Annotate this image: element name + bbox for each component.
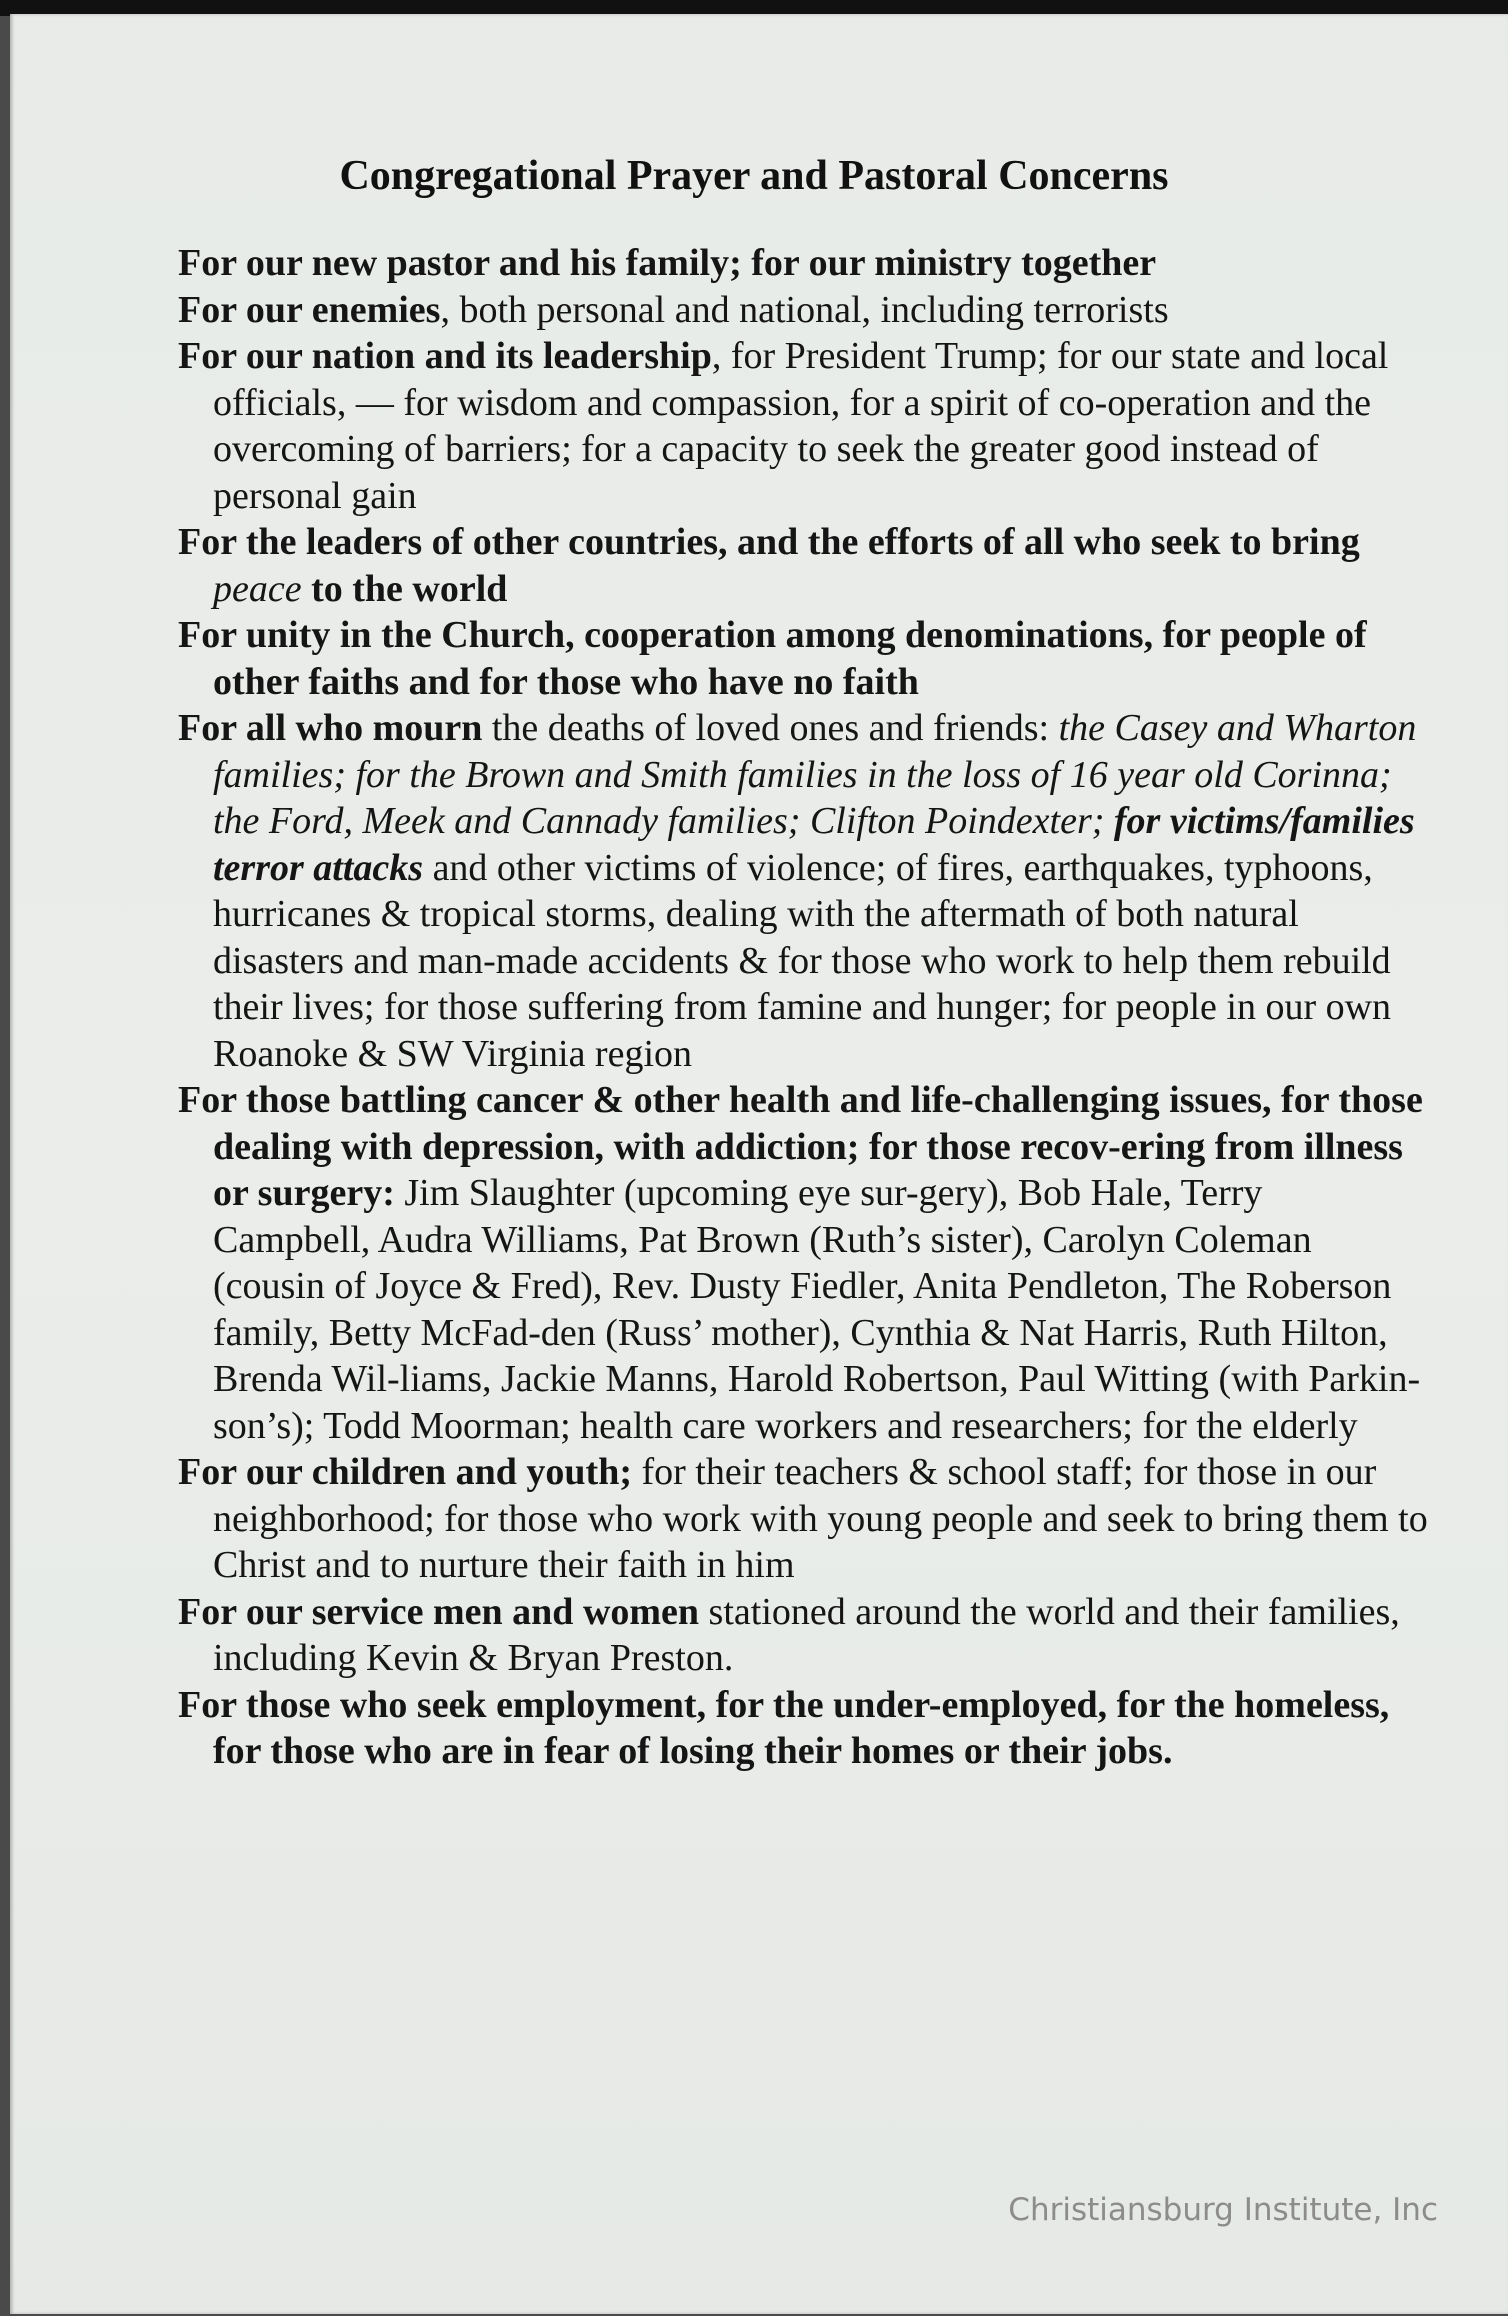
item-segment: the deaths of loved ones and friends: xyxy=(482,707,1059,749)
item-segment: For our service men and women xyxy=(178,1590,700,1633)
item-segment: peace xyxy=(213,567,302,610)
item-segment: and other victims of violence; of fires, earthquakes, typhoons, hurricanes & tropical storms, dealing with the aftermath of both natural disasters and man-made accidents & for those who work to help them rebuild their lives; for those suffering from famine and hunger; for people in our own Roanoke & SW Virginia region xyxy=(213,846,1392,1075)
prayer-item xyxy=(178,1682,1428,1775)
item-segment: For our nation and its leadership xyxy=(178,335,712,377)
prayer-item xyxy=(178,1589,1428,1682)
item-segment: Jim Slaughter (upcoming eye sur-gery), Bob Hale, Terry Campbell, Audra Williams, Pat Brown (Ruth’s sister), Carolyn Coleman (cousin of Joyce & Fred), Rev. Dusty Fiedler, Anita Pendleton, The Roberson family, Betty McFad-den (Russ’ mother), Cynthia & Nat Harris, Ruth Hilton, Brenda Wil-liams, Jackie Manns, Harold Robertson, Paul Witting (with Parkin-son’s); Todd Moorman; health care workers and researchers; for the elderly xyxy=(213,1172,1421,1447)
item-segment: For the leaders of other countries, and the efforts of all who seek to bring xyxy=(178,521,1360,563)
prayer-item xyxy=(178,333,1428,519)
item-segment: For unity in the Church, cooperation among denominations, for people of other faiths and for those who have no faith xyxy=(178,614,1367,703)
item-segment: For those battling cancer & other health and life-challenging issues, for those dealing with depression, with addiction; for those recov-ering from illness or surgery: xyxy=(178,1079,1423,1214)
prayer-item xyxy=(178,287,1428,334)
item-segment: stationed around the world and their families, including Kevin & Bryan Preston. xyxy=(213,1590,1400,1679)
item-segment: For our children and youth; xyxy=(178,1451,632,1493)
item-segment: For our new pastor and his family; for our ministry together xyxy=(178,242,1157,284)
item-segment: For those who seek employment, for the under-employed, for the homeless, for those who are in fear of losing their homes or their jobs. xyxy=(178,1683,1390,1772)
prayer-item xyxy=(178,705,1428,1077)
prayer-list xyxy=(178,240,1428,1775)
item-segment: the Casey and Wharton families; for the Brown and Smith families in the loss of 16 year old Corinna; the Ford, Meek and Cannady families; Clifton Poindexter; xyxy=(213,707,1417,842)
prayer-item xyxy=(178,1077,1428,1449)
item-segment: to the world xyxy=(301,567,508,610)
prayer-item xyxy=(178,612,1428,705)
item-segment: , both personal and national, including terrorists xyxy=(440,288,1169,331)
item-segment: for victims/families terror attacks xyxy=(213,800,1415,889)
page-title: Congregational Prayer and Pastoral Concerns xyxy=(339,153,1169,199)
item-segment: , for President Trump; for our state and local officials, — for wisdom and compassion, for a spirit of co-operation and the overcoming of barriers; for a capacity to seek the greater good instead of personal gain xyxy=(213,335,1389,517)
prayer-item xyxy=(178,240,1428,287)
item-segment: For our enemies xyxy=(178,288,441,331)
prayer-item xyxy=(178,1449,1428,1589)
prayer-item xyxy=(178,519,1428,612)
item-segment: For all who mourn xyxy=(178,707,483,749)
item-segment: for their teachers & school staff; for those in our neighborhood; for those who work with young people and seek to bring them to Christ and to nurture their faith in him xyxy=(213,1451,1428,1586)
watermark-text: Christiansburg Institute, Inc xyxy=(1008,2192,1438,2228)
